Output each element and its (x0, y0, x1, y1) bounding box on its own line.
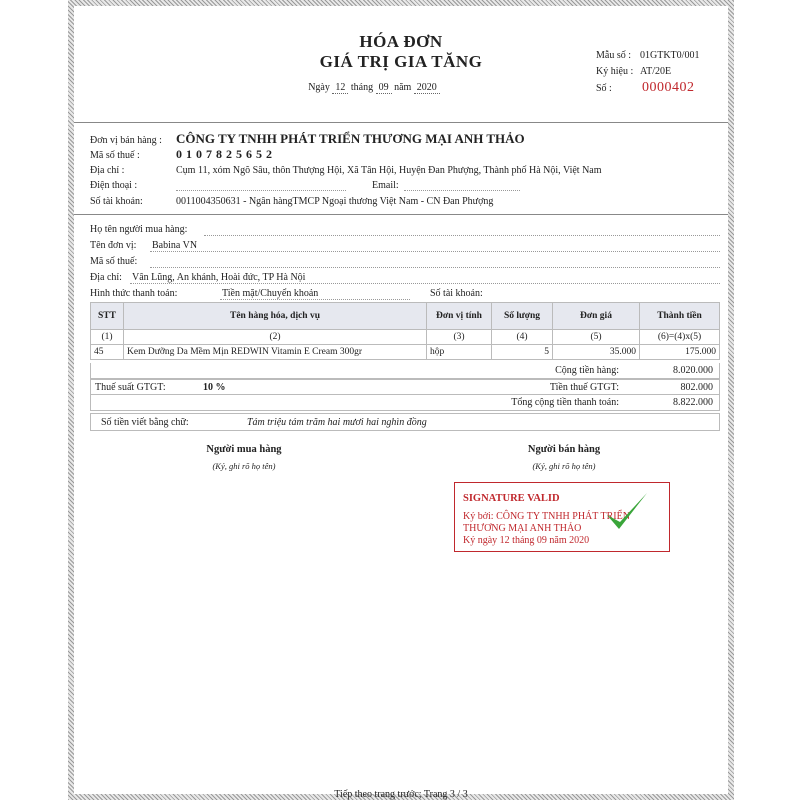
form-value: 01GTKT0/001 (640, 50, 700, 61)
table-cell: (6)=(4)x(5) (640, 330, 720, 345)
seller-sign-title: Người bán hàng (527, 444, 601, 455)
buyer-address: Vân Lũng, An khánh, Hoài đức, TP Hà Nội (132, 272, 306, 283)
seller-account-label: Số tài khoản: (90, 196, 143, 207)
vat-rate-value: 10 % (203, 382, 226, 393)
row-unit-price: 35.000 (553, 345, 640, 360)
stamp-date: Ký ngày 12 tháng 09 năm 2020 (463, 535, 590, 546)
invoice-title: HÓA ĐƠN (359, 32, 443, 51)
row-amount: 175.000 (640, 345, 720, 360)
table-row (91, 345, 720, 360)
header-unit-price: Đơn giá (553, 303, 640, 330)
checkmark-icon (601, 487, 651, 537)
table-header-row (91, 303, 720, 330)
buyer-unit-label: Tên đơn vị: (90, 240, 137, 251)
header-item-name: Tên hàng hóa, dịch vụ (124, 303, 427, 330)
symbol-value: AT/20E (640, 66, 672, 77)
grand-total-row (90, 395, 720, 411)
payment-label: Hình thức thanh toán: (90, 288, 178, 299)
invoice-frame (68, 0, 734, 800)
date-year-label: năm (394, 82, 412, 93)
seller-email-label: Email: (372, 180, 399, 191)
buyer-account-label: Số tài khoản: (430, 288, 483, 299)
divider (74, 214, 728, 215)
buyer-unit: Babina VN (152, 240, 198, 251)
invoice-number: 0000402 (642, 80, 695, 95)
vat-rate-label: Thuế suất GTGT: (95, 382, 166, 393)
header-stt: STT (91, 303, 124, 330)
number-label: Số : (596, 83, 612, 94)
date-month-label: tháng (350, 82, 374, 93)
table-cell: (4) (492, 330, 553, 345)
seller-sign-subtitle: (Ký, ghi rõ họ tên) (532, 461, 596, 471)
grand-total-label: Tổng cộng tiền thanh toán: (511, 397, 619, 408)
divider (74, 122, 728, 123)
seller-tax-label: Mã số thuế : (90, 150, 140, 161)
table-cell: (5) (553, 330, 640, 345)
subtotal-value: 8.020.000 (673, 365, 713, 376)
vat-row (90, 379, 720, 395)
form-label: Mẫu số : (596, 50, 631, 61)
buyer-name-dots (204, 235, 720, 236)
row-item-name: Kem Dưỡng Da Mềm Mịn REDWIN Vitamin E Cream 300gr (124, 345, 427, 360)
buyer-name-label: Họ tên người mua hàng: (90, 224, 188, 235)
stamp-title: SIGNATURE VALID (463, 493, 560, 504)
seller-unit-label: Đơn vị bán hàng : (90, 135, 162, 146)
stamp-signer-line2: THƯƠNG MẠI ANH THẢO (463, 523, 582, 534)
subtotal-label: Cộng tiền hàng: (555, 365, 619, 376)
table-cell: (3) (427, 330, 492, 345)
buyer-unit-dots (150, 251, 720, 252)
page-footer: Tiếp theo trang trước; Trang 3 / 3 (334, 789, 468, 800)
symbol-label: Ký hiệu : (596, 66, 634, 77)
payment-dots (220, 299, 410, 300)
words-label: Số tiền viết bằng chữ: (101, 417, 189, 428)
words-value: Tám triệu tám trăm hai mươi hai nghìn đồng (247, 417, 427, 428)
header-quantity: Số lượng (492, 303, 553, 330)
vat-value: 802.000 (680, 382, 713, 393)
subtotal-row (90, 363, 720, 379)
buyer-address-label: Địa chỉ: (90, 272, 122, 283)
email-dots (404, 190, 520, 191)
header-amount: Thành tiền (640, 303, 720, 330)
seller-address: Cụm 11, xóm Ngõ Sâu, thôn Thượng Hội, Xã Tân Hội, Huyện Đan Phượng, Thành phố Hà Nội, Việt Nam (176, 165, 602, 176)
buyer-address-dots (130, 283, 720, 284)
grand-total-value: 8.822.000 (673, 397, 713, 408)
payment-method: Tiền mặt/Chuyển khoản (222, 288, 319, 299)
digital-signature-stamp (454, 482, 670, 552)
vat-label: Tiền thuế GTGT: (549, 382, 619, 393)
row-stt: 45 (91, 345, 124, 360)
buyer-sign-title: Người mua hàng (206, 444, 282, 455)
buyer-sign-subtitle: (Ký, ghi rõ họ tên) (212, 461, 276, 471)
buyer-tax-label: Mã số thuế: (90, 256, 138, 267)
buyer-tax-dots (150, 267, 720, 268)
invoice-date (74, 82, 674, 93)
invoice-paper (74, 6, 728, 800)
table-cell: (1) (91, 330, 124, 345)
table-cell: (2) (124, 330, 427, 345)
row-unit: hộp (427, 345, 492, 360)
table-index-row (91, 330, 720, 345)
invoice-subtitle: GIÁ TRỊ GIA TĂNG (319, 52, 483, 71)
date-prefix: Ngày (308, 82, 330, 93)
seller-address-label: Địa chỉ : (90, 165, 125, 176)
stamp-signer-line1: Ký bởi: CÔNG TY TNHH PHÁT TRIỂN (463, 511, 630, 522)
amount-in-words-row (90, 413, 720, 431)
date-month: 09 (376, 82, 392, 94)
seller-account: 0011004350631 - Ngân hàngTMCP Ngoại thương Việt Nam - CN Đan Phượng (176, 196, 494, 207)
seller-tax-code: 0107825652 (176, 147, 276, 161)
date-year: 2020 (414, 82, 440, 94)
header-unit: Đơn vị tính (427, 303, 492, 330)
seller-company-name: CÔNG TY TNHH PHÁT TRIỂN THƯƠNG MẠI ANH THẢO (176, 131, 525, 146)
row-quantity: 5 (492, 345, 553, 360)
phone-dots (176, 190, 346, 191)
items-table (90, 302, 720, 360)
seller-phone-label: Điện thoại : (90, 180, 138, 191)
date-day: 12 (332, 82, 348, 94)
